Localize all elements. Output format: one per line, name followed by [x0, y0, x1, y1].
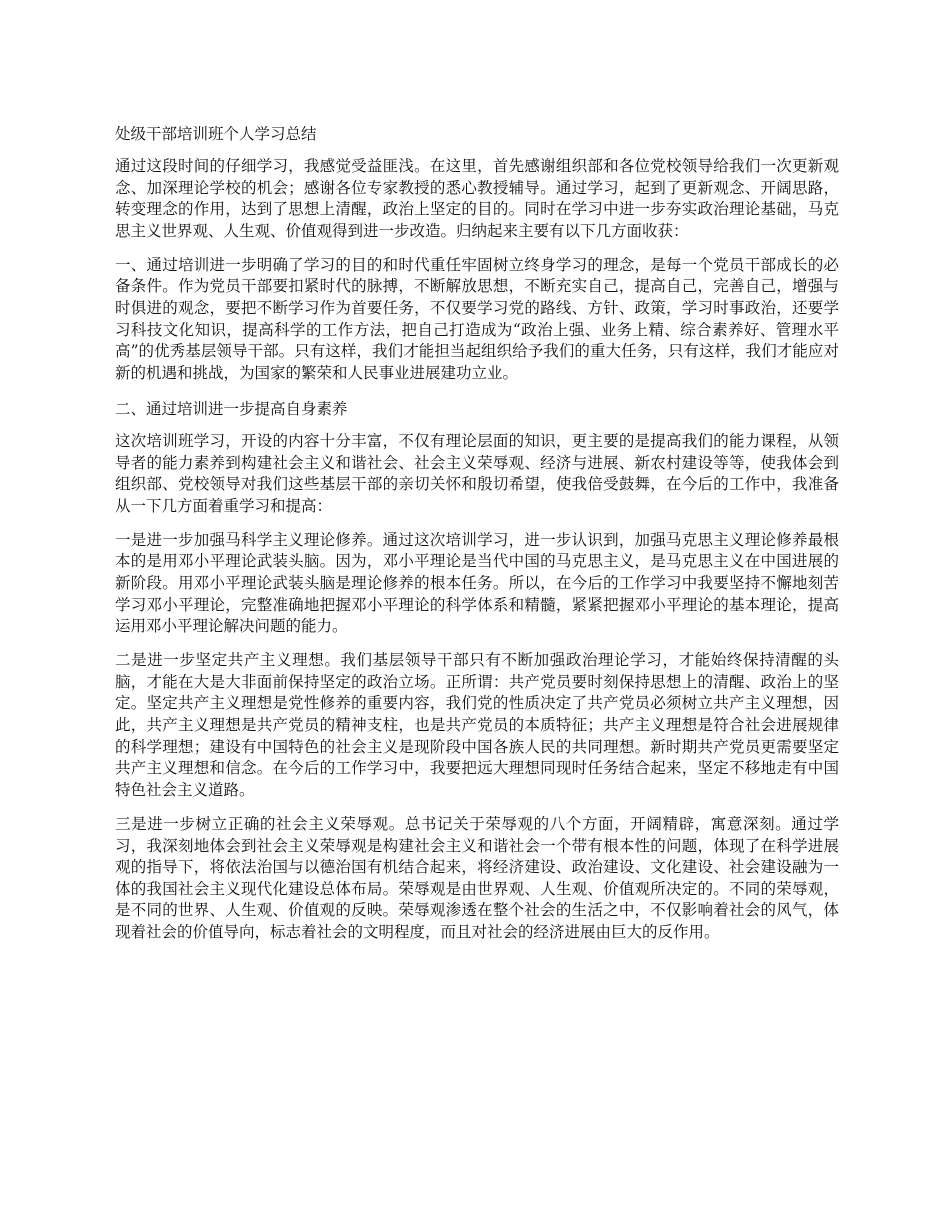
paragraph-intro: 通过这段时间的仔细学习，我感觉受益匪浅。在这里，首先感谢组织部和各位党校领导给我们一次更新观念、加深理论学校的机会；感谢各位专家教授的悉心教授辅导。通过学习，起到了更新观念、开阔思路，转变理念的作用，达到了思想上清醒，政治上坚定的目的。同时在学习中进一步夯实政治理论基础，马克思主义世界观、人生观、价值观得到进一步改造。归纳起来主要有以下几方面收获： — [115, 157, 839, 240]
paragraph-point-one: 一是进一步加强马科学主义理论修养。通过这次培训学习，进一步认识到，加强马克思主义理论修养最根本的是用邓小平理论武装头脑。因为，邓小平理论是当代中国的马克思主义，是马克思主义在中国进展的新阶段。用邓小平理论武装头脑是理论修养的根本任务。所以，在今后的工作学习中我要坚持不懈地刻苦学习邓小平理论，完整准确地把握邓小平理论的科学体系和精髓，紧紧把握邓小平理论的基本理论，提高运用邓小平理论解决问题的能力。 — [115, 530, 839, 636]
paragraph-section-one: 一、通过培训进一步明确了学习的目的和时代重任牢固树立终身学习的理念，是每一个党员干部成长的必备条件。作为党员干部要扣紧时代的脉搏，不断解放思想，不断充实自己，提高自己，完善自己，增强与时俱进的观念，要把不断学习作为首要任务，不仅要学习党的路线、方针、政策，学习时事政治，还要学习科技文化知识，提高科学的工作方法，把自己打造成为“政治上强、业务上精、综合素养好、管理水平高”的优秀基层领导干部。只有这样，我们才能担当起组织给予我们的重大任务，只有这样，我们才能应对新的机遇和挑战，为国家的繁荣和人民事业进展建功立业。 — [115, 255, 839, 382]
section-heading-two: 二、通过培训进一步提高自身素养 — [115, 399, 348, 418]
paragraph-point-two: 二是进一步坚定共产主义理想。我们基层领导干部只有不断加强政治理论学习，才能始终保持清醒的头脑，才能在大是大非面前保持坚定的政治立场。正所谓：共产党员要时刻保持思想上的清醒、政治上的坚定。坚定共产主义理想是党性修养的重要内容，我们党的性质决定了共产党员必须树立共产主义理想，因此，共产主义理想是共产党员的精神支柱，也是共产党员的本质特征；共产主义理想是符合社会进展规律的科学理想；建设有中国特色的社会主义是现阶段中国各族人民的共同理想。新时期共产党员更需要坚定共产主义理想和信念。在今后的工作学习中，我要把远大理想同现时任务结合起来，坚定不移地走有中国特色社会主义道路。 — [115, 651, 839, 799]
document-page — [115, 122, 839, 956]
paragraph-section-two-intro: 这次培训班学习，开设的内容十分丰富，不仅有理论层面的知识，更主要的是提高我们的能力课程，从领导者的能力素养到构建社会主义和谐社会、社会主义荣辱观、经济与进展、新农村建设等等，使我体会到组织部、党校领导对我们这些基层干部的亲切关怀和殷切希望，使我倍受鼓舞，在今后的工作中，我准备从一下几方面着重学习和提高： — [115, 431, 839, 515]
paragraph-point-three: 三是进一步树立正确的社会主义荣辱观。总书记关于荣辱观的八个方面，开阔精辟，寓意深刻。通过学习，我深刻地体会到社会主义荣辱观是构建社会主义和谐社会一个带有根本性的问题，体现了在科学进展观的指导下，将依法治国与以德治国有机结合起来，将经济建设、政治建设、文化建设、社会建设融为一体的我国社会主义现代化建设总体布局。荣辱观是由世界观、人生观、价值观所决定的。不同的荣辱观，是不同的世界、人生观、价值观的反映。荣辱观渗透在整个社会的生活之中，不仅影响着社会的风气，体现着社会的价值导向，标志着社会的文明程度，而且对社会的经济进展由巨大的反作用。 — [115, 814, 839, 941]
document-title: 处级干部培训班个人学习总结 — [115, 125, 317, 143]
